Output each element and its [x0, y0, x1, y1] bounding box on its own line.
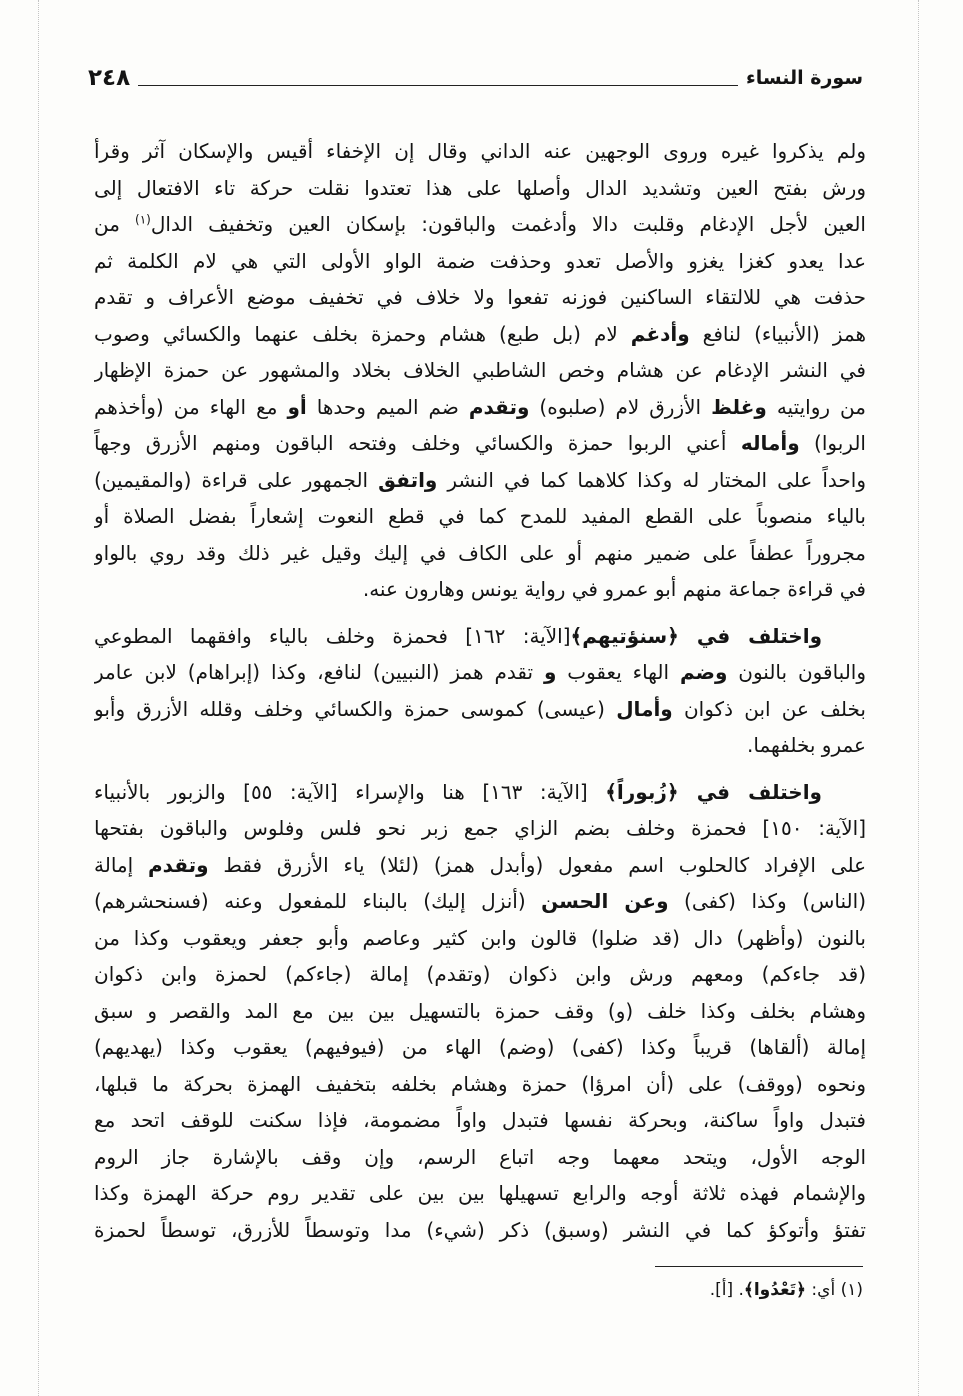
text-run: على الإفراد كالحلوب اسم مفعول (وأبدل همز) (لئلا) ياء الأزرق فقط — [208, 852, 866, 877]
bold-term: ﴿تَعْدُوا﴾ — [743, 1280, 807, 1300]
bold-term: وتقدم — [468, 394, 530, 419]
text-line — [94, 654, 866, 691]
text-line — [94, 279, 866, 316]
text-run: ضم الميم وحدها — [306, 394, 469, 419]
text-run: وهشام بخلف وكذا خلف (و) وقف حمزة بالتسهيل بين بين مع المد والقصر و سبق — [94, 998, 866, 1023]
bold-term: وضم — [679, 660, 728, 684]
text-run: مجروراً عطفاً على ضمير منهم أو على الكاف في إليك وقيل غير ذلك وقد روي بالواو — [94, 540, 866, 565]
paragraph — [94, 618, 866, 764]
text-line — [94, 425, 866, 462]
text-run: لام (بل طبع) هشام وحمزة بخلف عنهما والكسائي وصوب — [94, 321, 631, 346]
bold-term: و — [543, 660, 557, 684]
paragraph — [94, 133, 866, 608]
text-line — [94, 1139, 866, 1176]
text-run: في النشر الإدغام عن هشام وخص الشاطبي الخلاف بخلاد والمشهور عن حمزة الإظهار — [94, 358, 866, 382]
text-line — [94, 1029, 866, 1066]
text-run: من — [94, 212, 136, 236]
bold-term: وغلظ — [711, 394, 767, 419]
text-run: عمرو بخلفهما. — [747, 733, 866, 757]
text-line — [94, 206, 866, 243]
scan-edge-mark — [918, 0, 919, 1396]
header-rule — [138, 85, 738, 86]
main-text — [94, 133, 866, 1248]
text-run: (١) أي: — [806, 1280, 863, 1300]
text-line — [94, 727, 866, 764]
text-run: إمالة (ألقاها) قريباً وكذا (كفى) (وضم) الهاء من (فيوفيهم) يعقوب وكذا (يهديهم) — [94, 1035, 866, 1059]
text-line — [94, 691, 866, 728]
bold-term: أو — [287, 394, 307, 419]
text-line — [94, 618, 866, 655]
text-run: في قراءة جماعة منهم أبو عمرو في رواية يونس وهارون عنه. — [362, 577, 866, 601]
text-run: الأزرق لام (صلبوه) — [529, 394, 712, 419]
text-run: بالنون (وأظهر) دال (قد ضلوا) قالون وابن كثير وعاصم وأبو جعفر ويعقوب وكذا من — [94, 925, 866, 950]
text-run: مع الهاء من (وأخذهم — [94, 394, 288, 419]
text-run: [الآية: ١٦٣] هنا والإسراء [الآية: ٥٥] والزبور بالأنبياء — [94, 779, 606, 804]
text-line — [94, 1066, 866, 1103]
text-run: (عيسى) كموسى حمزة والكسائي وخلف وقلله الأزرق وأبو — [94, 696, 617, 721]
text-line — [94, 571, 866, 608]
text-run: (أنزل إليك) بالبناء للمفعول وعنه (فسنحشرهم) — [94, 889, 542, 913]
text-run: واحداً على المختار له وكذا كلاهما كما في النشر — [437, 467, 866, 492]
text-run: والإشمام فهذه ثلاثة أوجه والرابع تسهيلها بين بين على تقدير روم حركة الهمزة وكذا — [94, 1181, 866, 1205]
bold-term: وعن الحسن — [541, 889, 669, 913]
bold-term: واختلف في ﴿سنؤتيهم﴾ — [570, 623, 822, 648]
text-run: ونحوه (ووقف) على (أن امرؤا) حمزة وهشام بخلفه بتخفيف الهمزة بحركة ما قبلها، — [94, 1071, 866, 1096]
page-number: ٢٤٨ — [88, 65, 131, 91]
bold-term: وأماله — [740, 431, 800, 455]
text-run: ورش بفتح العين وتشديد الدال وأصلها على هذا تعتدوا نقلت حركة تاء الافتعال إلى — [94, 175, 866, 200]
text-run: أعني الربوا حمزة والكسائي وخلف وفتحه الباقون ومنهم الأزرق وجهاً — [94, 431, 741, 455]
scan-edge-mark — [38, 0, 39, 1396]
text-run: تفتؤ وأتوكؤ كما في النشر (وسبق) ذكر (شيء) مدا وتوسطاً للأزرق، توسطاً لحمزة — [94, 1217, 866, 1242]
footnote-rule — [655, 1266, 863, 1267]
text-line — [94, 133, 866, 170]
text-run: [الآية: ١٦٢] فحمزة وخلف بالياء وافقهما المطوعي — [94, 623, 571, 648]
text-run: . [أ]. — [709, 1280, 744, 1300]
text-line — [94, 170, 866, 207]
text-line — [94, 920, 866, 957]
bold-term: وأمال — [616, 696, 673, 721]
text-run: من روايتيه — [766, 394, 866, 419]
text-run: ولم يذكروا غيره وروى الوجهين عنه الداني وقال إن الإخفاء أقيس والإسكان آثر وقرأ — [94, 139, 866, 163]
paragraph — [94, 774, 866, 1249]
text-run: بخلف عن ابن ذكوان — [672, 696, 866, 721]
text-line — [94, 535, 866, 572]
text-line — [94, 1102, 866, 1139]
text-line — [94, 1175, 866, 1212]
bold-term: واختلف في ﴿زُبوراً﴾ — [605, 779, 822, 804]
footnote — [94, 1276, 863, 1304]
bold-term: وأدغم — [630, 321, 690, 346]
text-line — [94, 316, 866, 353]
text-run: الربوا) — [799, 431, 866, 455]
text-line — [94, 462, 866, 499]
text-line — [94, 243, 866, 280]
text-run: (الناس) وكذا (كفى) — [668, 889, 866, 913]
text-run: حذفت هي للالتقاء الساكنين فوزنه تفعوا ولا خلاف في تخفيف موضع الأعراف و تقدم — [94, 285, 866, 309]
text-line — [94, 498, 866, 535]
bold-term: واتفق — [378, 467, 438, 492]
text-line — [94, 352, 866, 389]
text-line — [94, 883, 866, 920]
text-line — [94, 810, 866, 847]
text-run: بالياء منصوباً على القطع المفيد للمدح كما في قطع النعوت إشعاراً بفضل الصلاة أو — [94, 504, 866, 528]
text-run: الوجه الأول، ويتحد معهما وجه اتباع الرسم، وإن وقف بالإشارة جاز الروم — [94, 1144, 866, 1169]
text-run: الهاء يعقوب — [556, 660, 680, 684]
text-line — [94, 956, 866, 993]
text-run: إمالة — [94, 852, 149, 877]
running-header — [88, 60, 863, 92]
text-run: الجمهور على قراءة (والمقيمين) — [94, 467, 379, 492]
text-line — [94, 1212, 866, 1249]
text-line — [94, 774, 866, 811]
text-line — [94, 993, 866, 1030]
text-run: تقدم همز (النبيين) لنافع، وكذا (إبراهام) لابن عامر — [94, 660, 544, 684]
text-run: (قد جاءكم) ومعهم ورش وابن ذكوان (وتقدم) إمالة (جاءكم) لحمزة وابن ذكوان — [94, 962, 866, 986]
text-line — [94, 389, 866, 426]
surah-title: سورة النساء — [746, 67, 863, 89]
text-run: العين لأجل الإدغام وقلبت دالا وأدغمت والباقون: بإسكان العين وتخفيف الدال — [150, 212, 866, 236]
text-run: عدا يعدو كغزا يغزو والأصل تعدو وحذفت ضمة الواو الأولى التي هي لام الكلمة ثم — [94, 248, 866, 273]
footnote-marker: (١) — [135, 212, 151, 227]
text-run: [الآية: ١٥٠] فحمزة وخلف بضم الزاي جمع زبر نحو فلس وفلوس والباقون بفتحها — [94, 816, 866, 840]
footnotes — [94, 1276, 863, 1304]
text-line — [94, 847, 866, 884]
text-run: والباقون بالنون — [727, 660, 866, 684]
bold-term: وتقدم — [148, 852, 209, 877]
text-run: همز (الأنبياء) لنافع — [689, 321, 866, 346]
text-run: فتبدل واواً ساكنة، وبحركة نفسها فتبدل واواً مضمومة، فإذا سكنت للوقف اتحد مع — [94, 1108, 866, 1132]
